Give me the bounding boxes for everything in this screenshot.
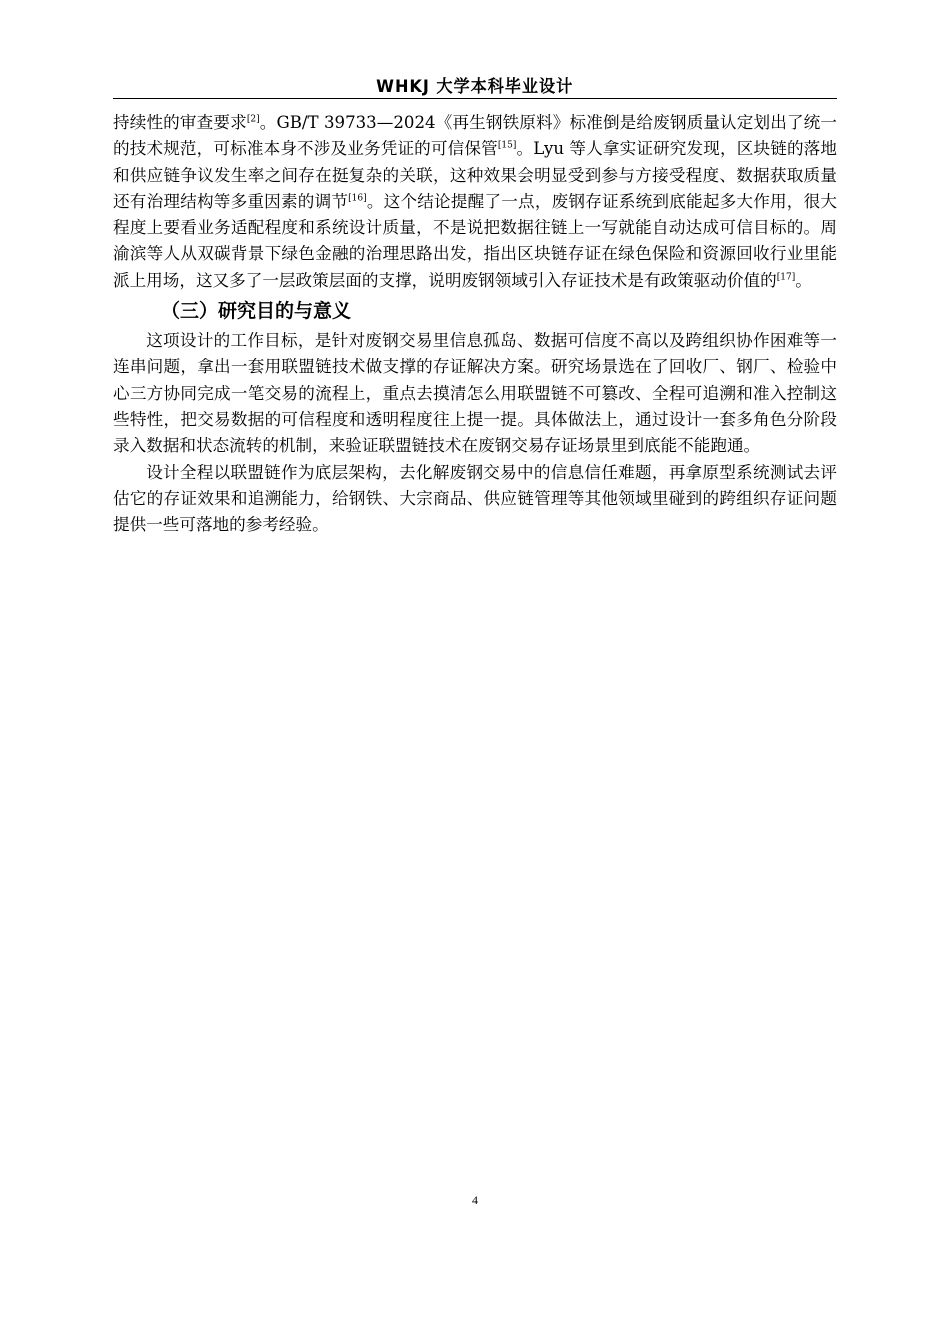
citation-marker[interactable]: [15] [497, 140, 517, 151]
citation-marker[interactable]: [17] [776, 272, 796, 283]
header-title: WHKJ 大学本科毕业设计 [376, 77, 574, 97]
paragraph-text: 。GB/T 39733—2024《再生钢铁原料》标准倒是给废钢质量认定划出了统一的技术规范，可标准本身不涉及业务凭证的可信保管 [113, 113, 838, 159]
section-heading: （三）研究目的与意义 [161, 300, 352, 323]
paragraph-text: 。这个结论提醒了一点，废钢存证系统到底能起多大作用，很大程度上要看业务适配程度和系统设计质量，不是说把数据往链上一写就能自动达成可信目标的。周渝滨等人从双碳背景下绿色金融的治理思路出发，指出区块链存证在绿色保险和资源回收行业里能派上用场，这又多了一层政策层面的支撑，说明废钢领域引入存证技术是有政策驱动价值的 [113, 191, 837, 290]
citation-marker[interactable]: [2] [246, 114, 260, 125]
paragraph-text: 持续性的审查要求 [113, 113, 247, 132]
document-body [113, 110, 837, 538]
paragraph-text: 。Lyu 等人拿实证研究发现，区块链的落地和供应链争议发生率之间存在挺复杂的关联，这种效果会明显受到参与方接受程度、数据获取质量还有治理结构等多重因素的调节 [113, 139, 837, 211]
paragraph-text: 。 [795, 270, 812, 290]
citation-marker[interactable]: [16] [348, 193, 367, 204]
body-paragraph: 设计全程以联盟链作为底层架构，去化解废钢交易中的信息信任难题，再拿原型系统测试去评估它的存证效果和追溯能力，给钢铁、大宗商品、供应链管理等其他领域里碰到的跨组织存证问题提供一些可落地的参考经验。 [113, 462, 837, 535]
body-paragraph [113, 110, 837, 294]
page-number: 4 [472, 1193, 478, 1207]
page-header [113, 76, 837, 99]
body-paragraph: 这项设计的工作目标，是针对废钢交易里信息孤岛、数据可信度不高以及跨组织协作困难等一连串问题，拿出一套用联盟链技术做支撑的存证解决方案。研究场景选在了回收厂、钢厂、检验中心三方协同完成一笔交易的流程上，重点去摸清怎么用联盟链不可篡改、全程可追溯和准入控制这些特性，把交易数据的可信程度和透明程度往上提一提。具体做法上，通过设计一套多角色分阶段录入数据和状态流转的机制，来验证联盟链技术在废钢交易存证场景里到底能不能跑通。 [113, 331, 837, 456]
